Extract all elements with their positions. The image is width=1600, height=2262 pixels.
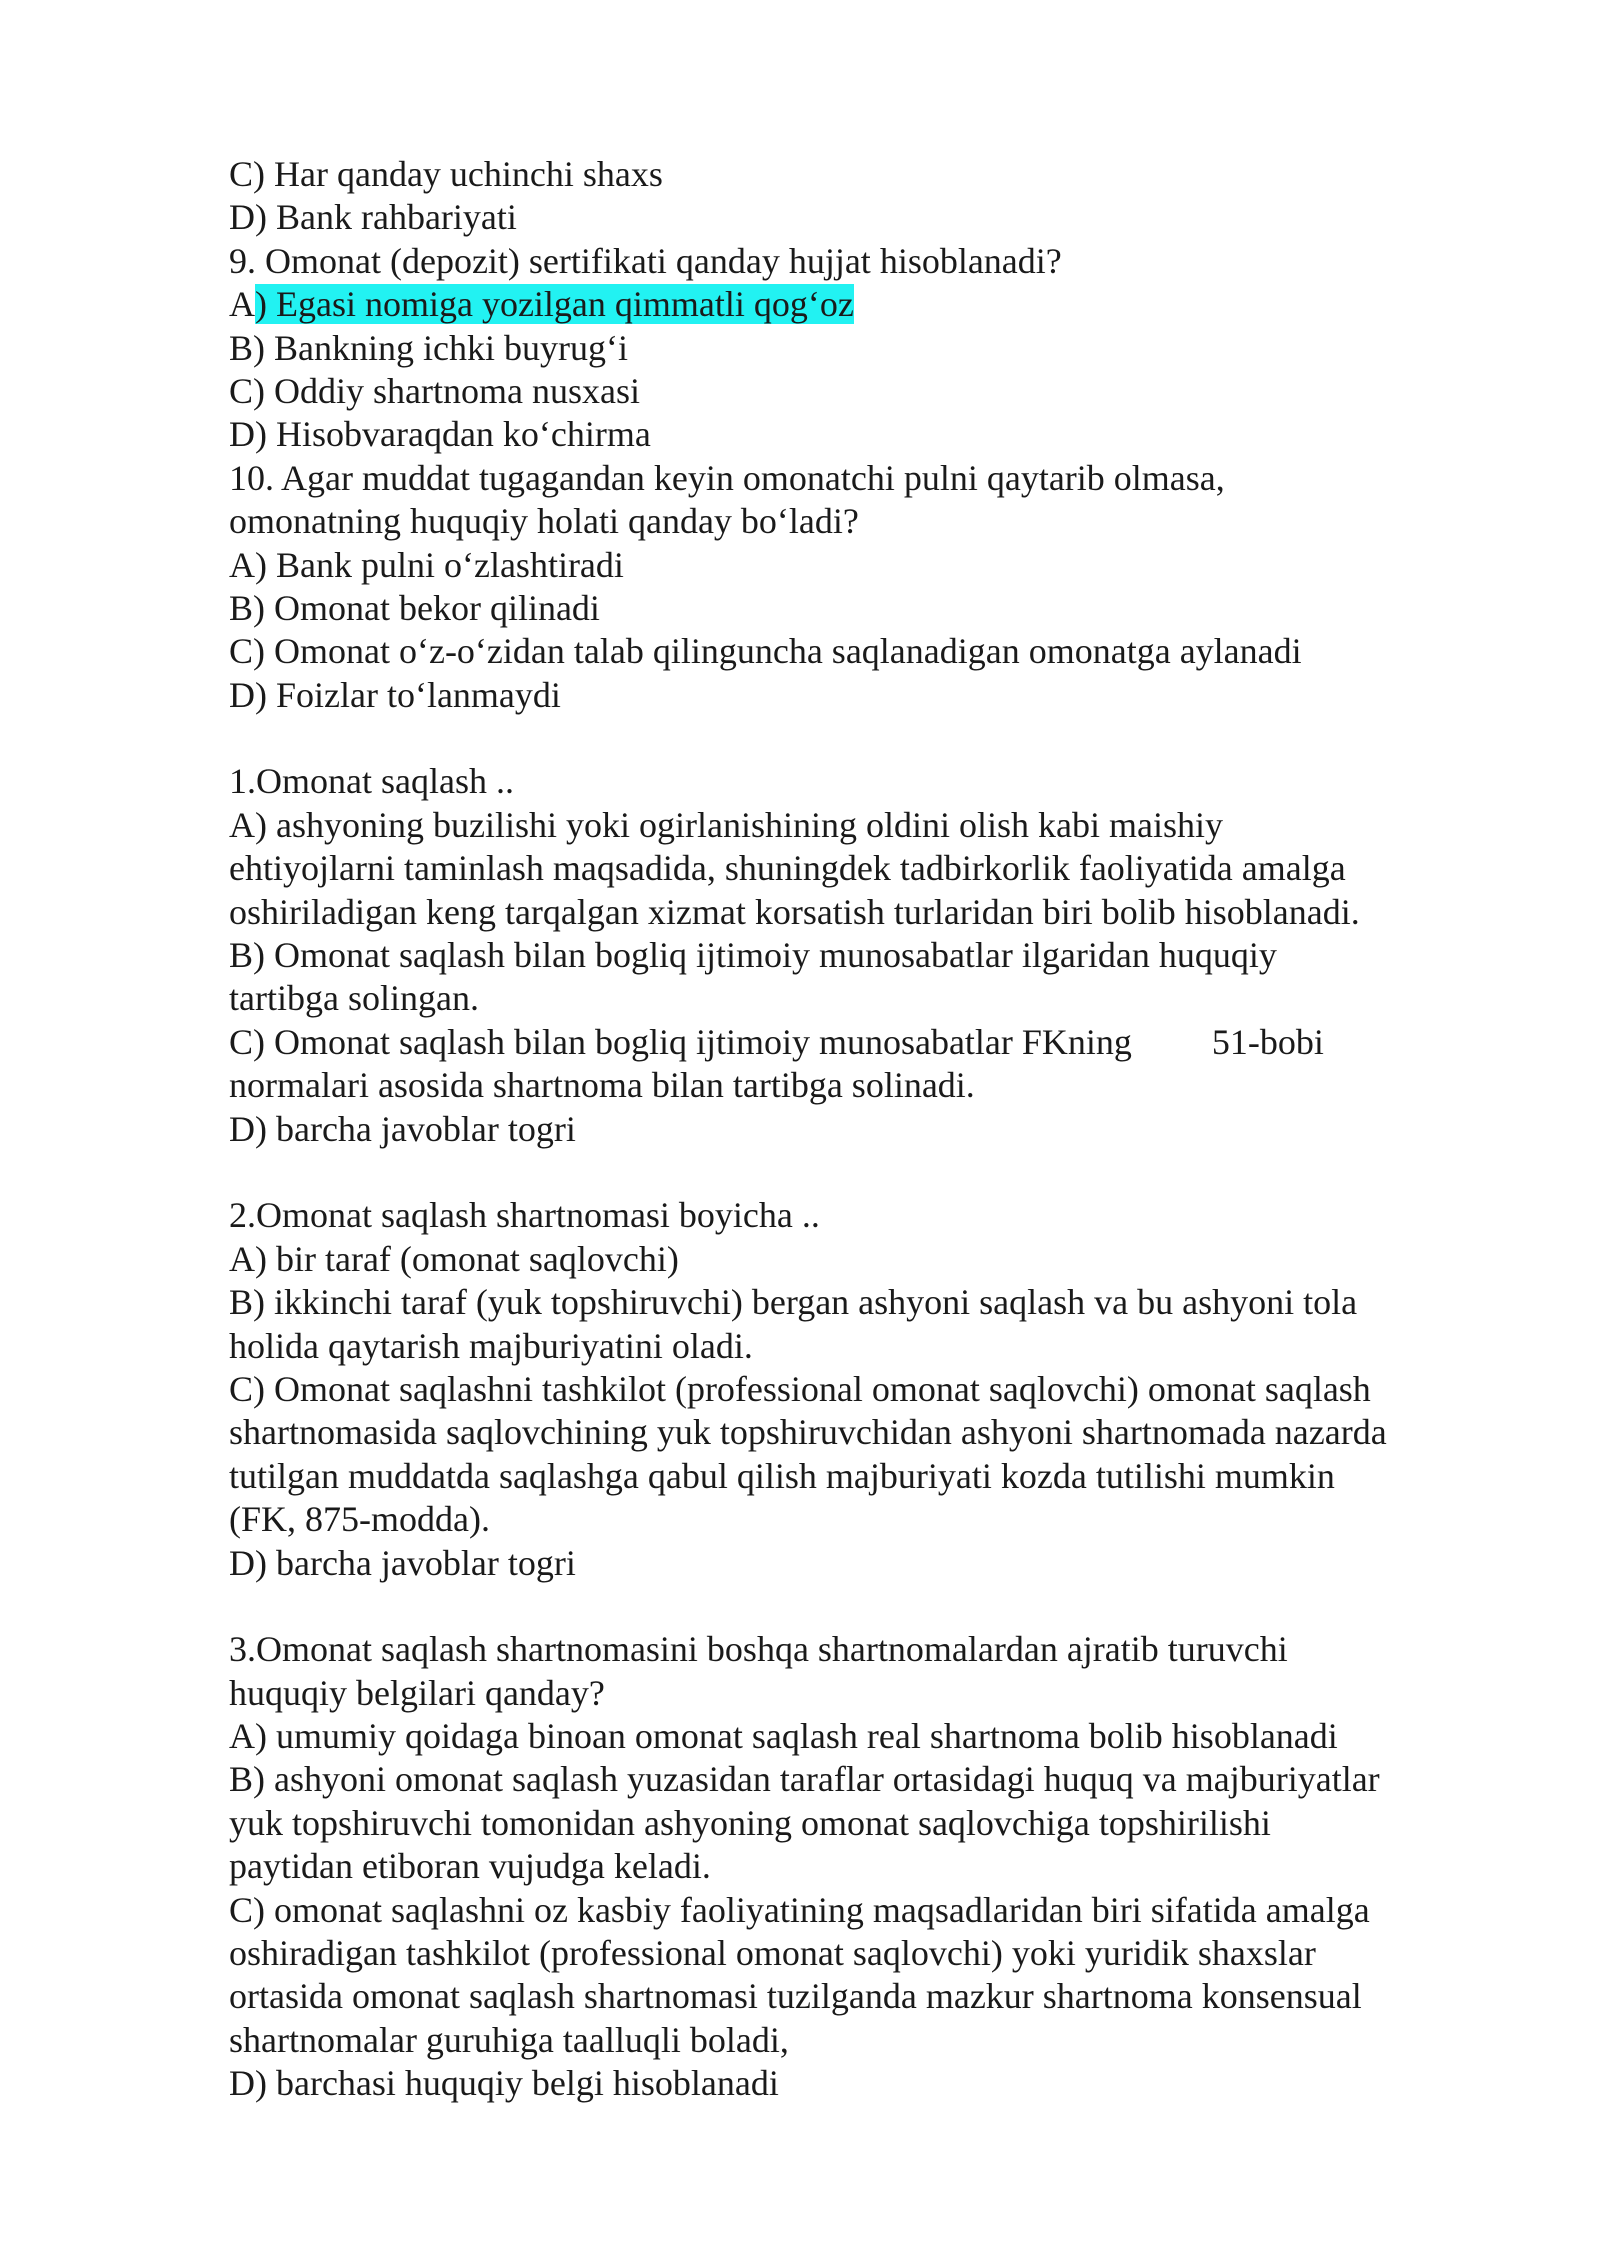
question-3: 3.Omonat saqlash shartnomasini boshqa shartnomalardan ajratib turuvchi bbox=[229, 1629, 1288, 1670]
text-line: tutilgan muddatda saqlashga qabul qilish majburiyati kozda tutilishi mumkin bbox=[229, 1455, 1335, 1496]
line-left-part: C) Omonat saqlash bilan bogliq ijtimoiy munosabatlar FKning bbox=[229, 1021, 1132, 1062]
text-line: B) Bankning ichki buyrug‘i bbox=[229, 327, 628, 368]
text-line: A) umumiy qoidaga binoan omonat saqlash real shartnoma bolib hisoblanadi bbox=[229, 1716, 1338, 1757]
text-line: D) Bank rahbariyati bbox=[229, 197, 517, 238]
text-line: B) ashyoni omonat saqlash yuzasidan taraflar ortasidagi huquq va majburiyatlar bbox=[229, 1759, 1380, 1800]
text-line: B) Omonat bekor qilinadi bbox=[229, 587, 600, 628]
text-line: D) barchasi huquqiy belgi hisoblanadi bbox=[229, 2063, 779, 2104]
text-line bbox=[229, 1021, 1479, 1064]
text-line: D) barcha javoblar togri bbox=[229, 1108, 576, 1149]
text-line: oshiriladigan keng tarqalgan xizmat korsatish turlaridan biri bolib hisoblanadi. bbox=[229, 891, 1360, 932]
text-line: C) omonat saqlashni oz kasbiy faoliyatining maqsadlaridan biri sifatida amalga bbox=[229, 1889, 1370, 1930]
text-line: C) Omonat o‘z-o‘zidan talab qilinguncha saqlanadigan omonatga aylanadi bbox=[229, 631, 1302, 672]
text-line: D) Hisobvaraqdan ko‘chirma bbox=[229, 414, 651, 455]
text-line: A) Bank pulni o‘zlashtiradi bbox=[229, 544, 624, 585]
text-line: ehtiyojlarni taminlash maqsadida, shuningdek tadbirkorlik faoliyatida amalga bbox=[229, 848, 1346, 889]
text-line: C) Oddiy shartnoma nusxasi bbox=[229, 370, 640, 411]
text-line: ortasida omonat saqlash shartnomasi tuzilganda mazkur shartnoma konsensual bbox=[229, 1976, 1362, 2017]
text-line: (FK, 875-modda). bbox=[229, 1499, 490, 1540]
highlighted-answer: ) Egasi nomiga yozilgan qimmatli qog‘oz bbox=[255, 284, 854, 325]
text-line: omonatning huquqiy holati qanday bo‘ladi? bbox=[229, 501, 859, 542]
text-line: tartibga solingan. bbox=[229, 978, 479, 1019]
text-line: shartnomalar guruhiga taalluqli boladi, bbox=[229, 2019, 789, 2060]
text-line: yuk topshiruvchi tomonidan ashyoning omonat saqlovchiga topshirilishi bbox=[229, 1802, 1271, 1843]
text-line: oshiradigan tashkilot (professional omonat saqlovchi) yoki yuridik shaxslar bbox=[229, 1933, 1316, 1974]
question-2: 2.Omonat saqlash shartnomasi boyicha .. bbox=[229, 1195, 820, 1236]
text-line: normalari asosida shartnoma bilan tartibga solinadi. bbox=[229, 1065, 975, 1106]
question-10: 10. Agar muddat tugagandan keyin omonatchi pulni qaytarib olmasa, bbox=[229, 457, 1225, 498]
text-line: B) ikkinchi taraf (yuk topshiruvchi) bergan ashyoni saqlash va bu ashyoni tola bbox=[229, 1282, 1358, 1323]
text-line: D) barcha javoblar togri bbox=[229, 1542, 576, 1583]
text-line: C) Har qanday uchinchi shaxs bbox=[229, 154, 663, 194]
text-line: holida qaytarish majburiyatini oladi. bbox=[229, 1325, 753, 1366]
text-line: huquqiy belgilari qanday? bbox=[229, 1672, 605, 1713]
question-9: 9. Omonat (depozit) sertifikati qanday hujjat hisoblanadi? bbox=[229, 240, 1062, 281]
text-line: C) Omonat saqlashni tashkilot (professional omonat saqlovchi) omonat saqlash bbox=[229, 1368, 1371, 1409]
text-line: A) bir taraf (omonat saqlovchi) bbox=[229, 1238, 679, 1279]
text-line: D) Foizlar to‘lanmaydi bbox=[229, 674, 561, 715]
blank-line bbox=[229, 717, 1479, 760]
text-line: paytidan etiboran vujudga keladi. bbox=[229, 1846, 711, 1887]
blank-line bbox=[229, 1151, 1479, 1194]
document-body bbox=[229, 153, 1479, 2106]
question-1: 1.Omonat saqlash .. bbox=[229, 761, 514, 802]
text-line: B) Omonat saqlash bilan bogliq ijtimoiy munosabatlar ilgaridan huquqiy bbox=[229, 935, 1277, 976]
line-right-part: 51-bobi bbox=[1211, 1021, 1324, 1062]
blank-line bbox=[229, 1585, 1479, 1628]
text-line: A) ashyoning buzilishi yoki ogirlanishining oldini olish kabi maishiy bbox=[229, 804, 1223, 845]
text-line: shartnomasida saqlovchining yuk topshiruvchidan ashyoni shartnomada nazarda bbox=[229, 1412, 1387, 1453]
answer-a-prefix: A bbox=[229, 284, 255, 325]
question-9-answer-a bbox=[229, 283, 1479, 326]
